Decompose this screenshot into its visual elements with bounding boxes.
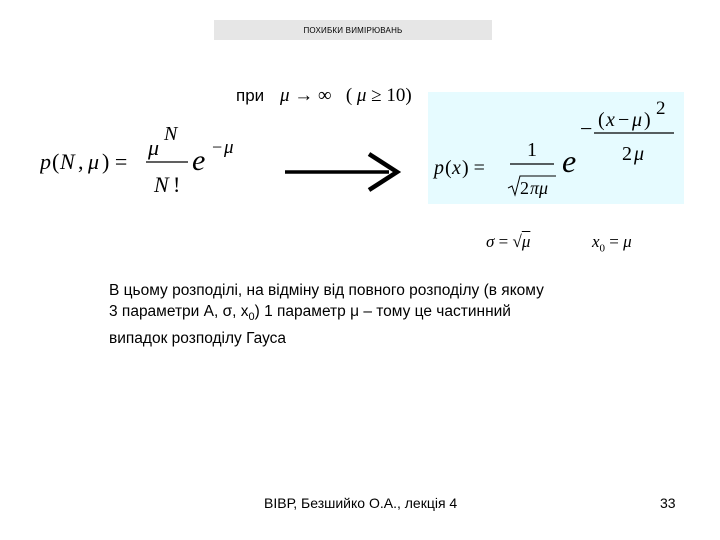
svg-text:x: x [452, 157, 461, 179]
explanation-text [109, 280, 649, 349]
svg-text:−: − [212, 137, 223, 157]
svg-text:p: p [40, 149, 51, 174]
footer-credit: ВІВР, Безшийко О.А., лекція 4 [264, 495, 458, 511]
svg-text:μ: μ [224, 137, 234, 158]
explanation-line-3: випадок розподілу Гауса [109, 330, 287, 348]
svg-text:): ) [644, 109, 651, 131]
gaussian-formula [428, 92, 684, 204]
slide-title: ПОХИБКИ ВИМІРЮВАНЬ [303, 25, 403, 35]
svg-text:πμ: πμ [530, 178, 549, 198]
svg-text:1: 1 [527, 139, 537, 161]
svg-text:μ: μ [88, 149, 100, 174]
poisson-formula [40, 120, 270, 200]
svg-text:μ: μ [632, 109, 643, 131]
svg-text:μ: μ [634, 143, 645, 165]
explanation-line-2: 3 параметри A, σ, $x_0$) 1 параметр μ – тому це частинний [109, 303, 511, 324]
svg-text:2: 2 [520, 178, 529, 198]
gaussian-formula-box [428, 92, 684, 204]
svg-text:) =: ) = [462, 157, 485, 179]
sigma-formula: σ = √μ [486, 232, 531, 251]
svg-text:(: ( [598, 109, 605, 131]
svg-text:−: − [618, 109, 630, 131]
svg-text:N: N [60, 149, 75, 174]
svg-text:(: ( [52, 149, 60, 174]
svg-text:e: e [192, 144, 206, 177]
svg-text:,: , [78, 149, 84, 174]
svg-text:p: p [434, 157, 444, 179]
x0-formula: $x_0 = \mu$ [592, 232, 632, 255]
svg-text:(: ( [445, 157, 452, 179]
svg-text:) =: ) = [102, 149, 128, 174]
svg-text:x: x [606, 109, 615, 131]
svg-text:e: e [562, 143, 577, 179]
svg-text:−: − [580, 116, 593, 141]
svg-text:N: N [154, 172, 169, 197]
condition-formula: μ → ∞ ( μ ≥ 10) [280, 85, 412, 106]
explanation-line-1: В цьому розподілі, на відміну від повного розподілу (в якому [109, 282, 544, 299]
condition-label: при [236, 86, 265, 105]
svg-text:2: 2 [656, 98, 666, 119]
svg-text:!: ! [173, 172, 181, 197]
slide-header [214, 20, 492, 40]
page-number: 33 [660, 495, 676, 511]
svg-text:μ: μ [148, 135, 160, 160]
arrow-right-icon [285, 150, 405, 194]
svg-text:2: 2 [622, 143, 632, 165]
svg-text:N: N [164, 123, 178, 145]
